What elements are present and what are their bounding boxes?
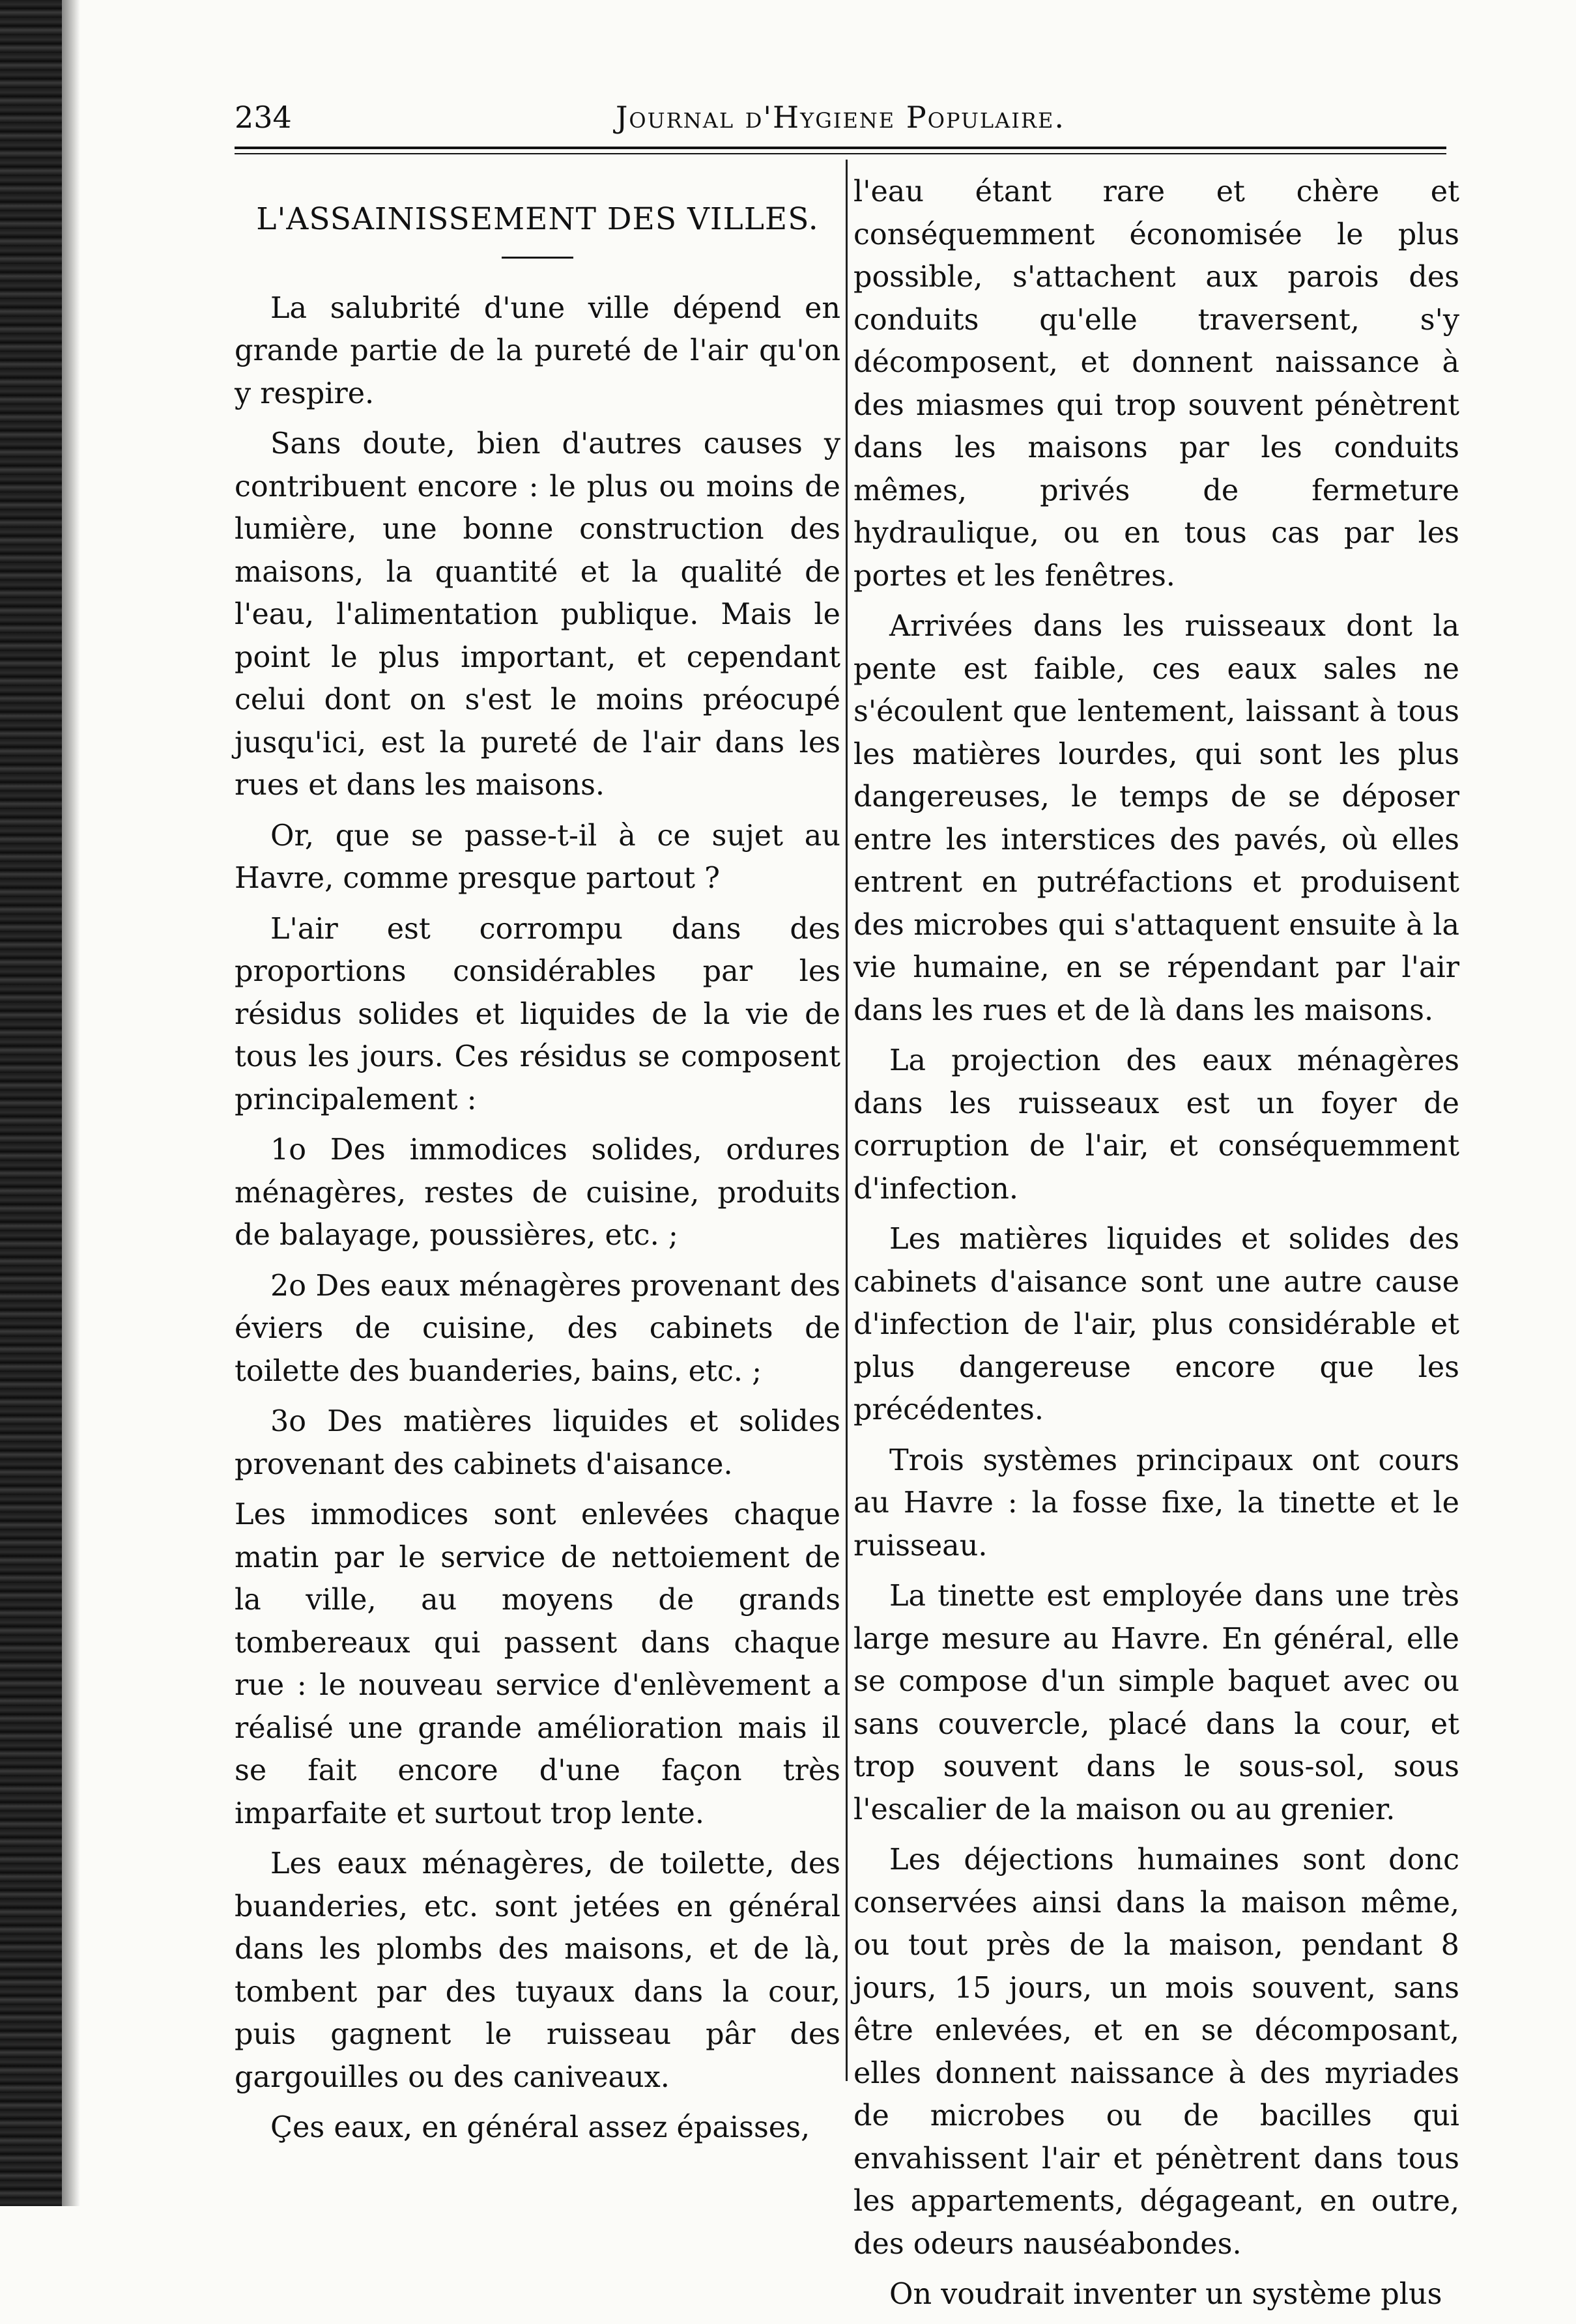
paragraph: Les immodices sont enlevées chaque matin par le service de nettoiement de la ville, au moyens de grands tombereaux qui passent dans chaque rue : le nouveau service d'enlèvement a réalisé une grande amélioration mais il se fait encore d'une façon très imparfaite et surtout trop lente. (235, 1498, 840, 1830)
paragraph: Sans doute, bien d'autres causes y contribuent encore : le plus ou moins de lumière, une bonne construction des maisons, la quantité et la qualité de l'eau, l'alimentation publique. Mais le point le plus important, et cependant celui dont on s'est le moins préocupé jusqu'ici, est la pureté de l'air dans les rues et dans les maisons. (235, 427, 840, 802)
paragraph: La projection des eaux ménagères dans les ruisseaux est un foyer de corruption de l'air, et conséquemment d'infection. (853, 1044, 1459, 1206)
paragraph: 3o Des matières liquides et solides provenant des cabinets d'aisance. (235, 1405, 840, 1481)
header-rule-secondary (235, 153, 1446, 154)
paragraph: Or, que se passe-t-il à ce sujet au Havre, comme presque partout ? (235, 819, 840, 895)
paragraph: On voudrait inventer un système plus (889, 2278, 1442, 2311)
paragraph: La salubrité d'une ville dépend en grande partie de la pureté de l'air qu'on y respire. (235, 291, 840, 410)
title-separator (502, 257, 573, 259)
article-title: L'ASSAINISSEMENT DES VILLES. (256, 201, 819, 237)
paragraph: La tinette est employée dans une très large mesure au Havre. En général, elle se compose d'un simple baquet avec ou sans couvercle, placé dans la cour, et trop souvent dans le sous-sol, sous l'escalier de la maison ou au grenier. (853, 1580, 1459, 1826)
column-divider (846, 160, 848, 2081)
book-binding-edge (0, 0, 62, 2206)
running-title: Journal d'Hygiene Populaire. (615, 100, 1065, 135)
header-rule (235, 147, 1446, 149)
page-number: 234 (235, 100, 292, 135)
paragraph: 1o Des immodices solides, ordures ménagères, restes de cuisine, produits de balayage, poussières, etc. ; (235, 1133, 840, 1252)
binding-shadow (62, 0, 80, 2206)
paragraph: l'eau étant rare et chère et conséquemment économisée le plus possible, s'attachent aux parois des conduits qu'elle traversent, s'y décomposent, et donnent naissance à des miasmes qui trop souvent pénètrent dans les maisons par les conduits mêmes, privés de fermeture hydraulique, ou en tous cas par les portes et les fenêtres. (853, 175, 1459, 593)
page-header (235, 91, 1446, 143)
paragraph: Les déjections humaines sont donc conservées ainsi dans la maison même, ou tout près de la maison, pendant 8 jours, 15 jours, un mois souvent, sans être enlevées, et en se décomposant, elles donnent naissance à des myriades de microbes ou de bacilles qui envahissent l'air et pénètrent dans tous les appartements, dégageant, en outre, des odeurs nauséabondes. (853, 1843, 1459, 2261)
left-column (235, 171, 840, 2157)
right-column (853, 171, 1459, 2324)
paragraph: Çes eaux, en général assez épaisses, (270, 2111, 810, 2144)
paragraph: L'air est corrompu dans des proportions considérables par les résidus solides et liquides de la vie de tous les jours. Ces résidus se composent principalement : (235, 912, 840, 1116)
paragraph: Trois systèmes principaux ont cours au Havre : la fosse fixe, la tinette et le ruisseau. (853, 1443, 1459, 1563)
paragraph: 2o Des eaux ménagères provenant des éviers de cuisine, des cabinets de toilette des buanderies, bains, etc. ; (235, 1269, 840, 1388)
paragraph: Arrivées dans les ruisseaux dont la pente est faible, ces eaux sales ne s'écoulent que lentement, laissant à tous les matières lourdes, qui sont les plus dangereuses, le temps de se déposer entre les interstices des pavés, où elles entrent en putréfactions et produisent des microbes qui s'attaquent ensuite à la vie humaine, en se répendant par l'air dans les rues et de là dans les maisons. (853, 610, 1459, 1027)
paragraph: Les eaux ménagères, de toilette, des buanderies, etc. sont jetées en général dans les plombs des maisons, et de là, tombent par des tuyaux dans la cour, puis gagnent le ruisseau pâr des gargouilles ou des caniveaux. (235, 1847, 840, 2094)
paragraph: Les matières liquides et solides des cabinets d'aisance sont une autre cause d'infection de l'air, plus considérable et plus dangereuse encore que les précédentes. (853, 1223, 1459, 1426)
